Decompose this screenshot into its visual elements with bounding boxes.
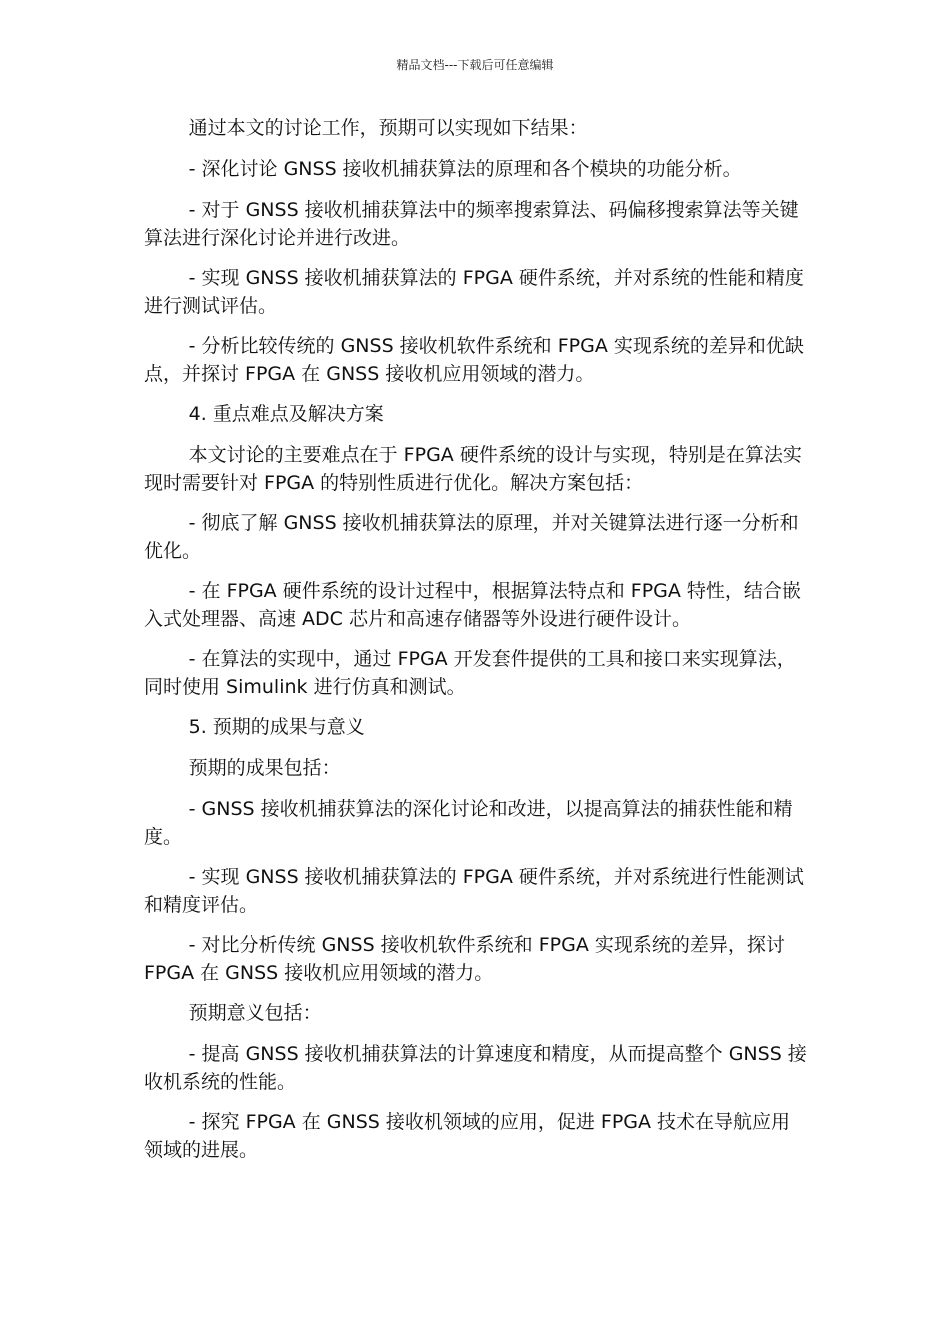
significance-item-1: - 提高 GNSS 接收机捕获算法的计算速度和精度，从而提高整个 GNSS 接收机系统的性能。	[144, 1043, 807, 1093]
outcomes-intro: 预期的成果包括：	[188, 757, 341, 779]
section-heading-5: 5. 预期的成果与意义	[188, 716, 365, 738]
solution-item-1: - 彻底了解 GNSS 接收机捕获算法的原理，并对关键算法进行逐一分析和优化。	[144, 512, 799, 562]
significance-item-2: - 探究 FPGA 在 GNSS 接收机领域的应用，促进 FPGA 技术在导航应用领域的进展。	[144, 1111, 791, 1161]
intro-paragraph: 通过本文的讨论工作，预期可以实现如下结果：	[188, 117, 588, 139]
outcome-item-1: - GNSS 接收机捕获算法的深化讨论和改进，以提高算法的捕获性能和精度。	[144, 798, 793, 848]
document-body	[144, 114, 808, 1176]
solution-item-3: - 在算法的实现中，通过 FPGA 开发套件提供的工具和接口来实现算法，同时使用 Simulink 进行仿真和测试。	[144, 648, 796, 698]
result-item-3: - 实现 GNSS 接收机捕获算法的 FPGA 硬件系统，并对系统的性能和精度进行测试评估。	[144, 267, 804, 317]
significance-intro: 预期意义包括：	[188, 1002, 322, 1024]
outcome-item-3: - 对比分析传统 GNSS 接收机软件系统和 FPGA 实现系统的差异，探讨 FPGA 在 GNSS 接收机应用领域的潜力。	[144, 934, 785, 984]
result-item-4: - 分析比较传统的 GNSS 接收机软件系统和 FPGA 实现系统的差异和优缺点，并探讨 FPGA 在 GNSS 接收机应用领域的潜力。	[144, 335, 804, 385]
result-item-1: - 深化讨论 GNSS 接收机捕获算法的原理和各个模块的功能分析。	[188, 158, 742, 180]
difficulty-paragraph: 本文讨论的主要难点在于 FPGA 硬件系统的设计与实现，特别是在算法实现时需要针对 FPGA 的特别性质进行优化。解决方案包括：	[144, 444, 802, 494]
solution-item-2: - 在 FPGA 硬件系统的设计过程中，根据算法特点和 FPGA 特性，结合嵌入式处理器、高速 ADC 芯片和高速存储器等外设进行硬件设计。	[144, 580, 801, 630]
section-heading-4: 4. 重点难点及解决方案	[188, 403, 384, 425]
page-header: 精品文档---下载后可任意编辑	[396, 58, 554, 72]
outcome-item-2: - 实现 GNSS 接收机捕获算法的 FPGA 硬件系统，并对系统进行性能测试和精度评估。	[144, 866, 804, 916]
result-item-2: - 对于 GNSS 接收机捕获算法中的频率搜索算法、码偏移搜索算法等关键算法进行深化讨论并进行改进。	[144, 199, 799, 249]
